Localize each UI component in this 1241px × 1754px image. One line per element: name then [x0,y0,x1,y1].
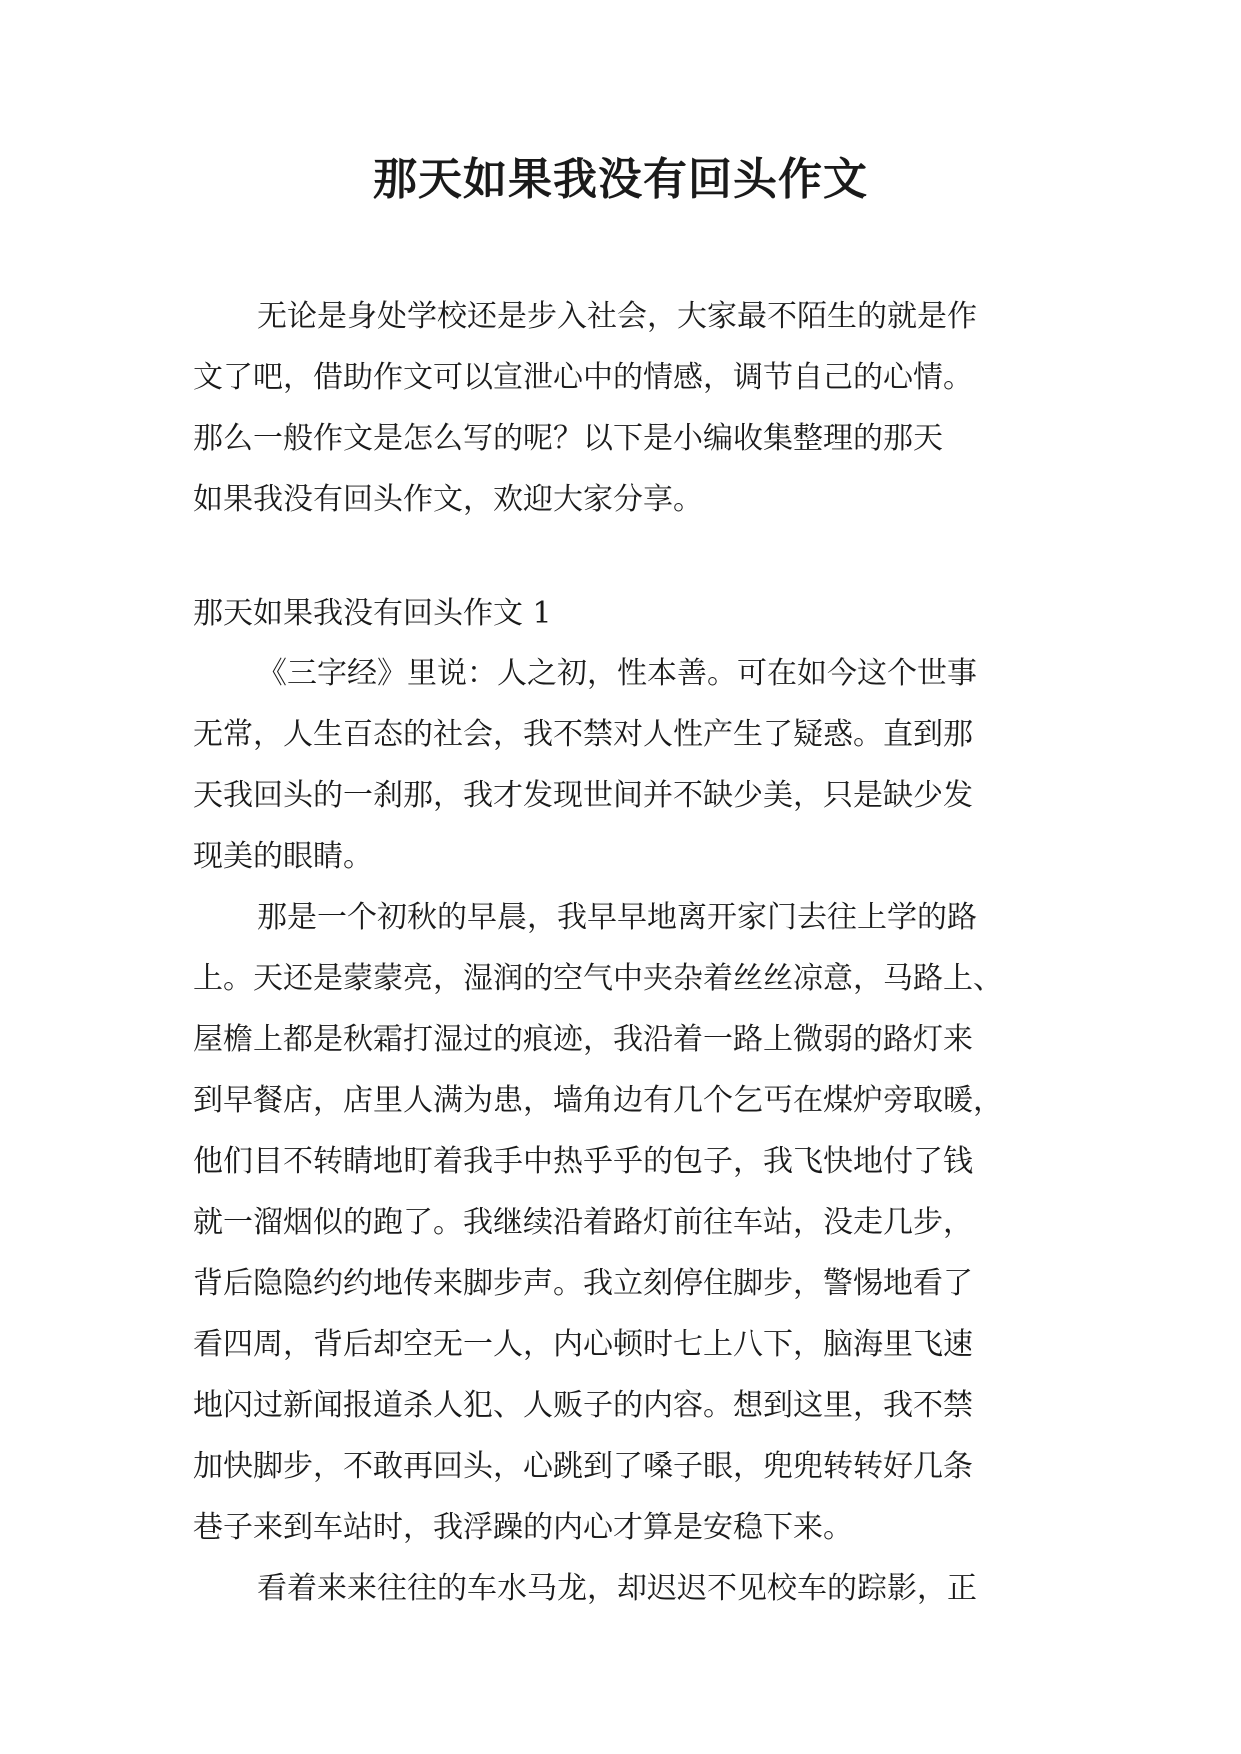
document-title: 那天如果我没有回头作文 [373,154,868,205]
intro-paragraph [193,286,1063,530]
text-line: 《三字经》里说：人之初，性本善。可在如今这个世事 [257,656,977,691]
text-line: 无论是身处学校还是步入社会，大家最不陌生的就是作 [257,299,977,334]
text-line: 上。天还是蒙蒙亮，湿润的空气中夹杂着丝丝凉意，马路上、 [193,961,1003,996]
paragraph-1 [193,643,1063,887]
text-line: 那是一个初秋的早晨，我早早地离开家门去往上学的路 [257,900,977,935]
text-line: 他们目不转睛地盯着我手中热乎乎的包子，我飞快地付了钱 [193,1144,973,1179]
text-line: 巷子来到车站时，我浮躁的内心才算是安稳下来。 [193,1510,853,1545]
section-heading-text: 那天如果我没有回头作文 1 [193,596,552,631]
text-line: 背后隐隐约约地传来脚步声。我立刻停住脚步，警惕地看了 [193,1266,973,1301]
text-line: 无常，人生百态的社会，我不禁对人性产生了疑惑。直到那 [193,717,973,752]
paragraph-3 [193,1558,1063,1619]
text-line: 那么一般作文是怎么写的呢？以下是小编收集整理的那天 [193,421,943,456]
text-line: 天我回头的一刹那，我才发现世间并不缺少美，只是缺少发 [193,778,973,813]
text-line: 看着来来往往的车水马龙，却迟迟不见校车的踪影，正 [257,1571,977,1606]
text-line: 加快脚步，不敢再回头，心跳到了嗓子眼，兜兜转转好几条 [193,1449,973,1484]
text-line: 屋檐上都是秋霜打湿过的痕迹，我沿着一路上微弱的路灯来 [193,1022,973,1057]
text-line: 看四周，背后却空无一人，内心顿时七上八下，脑海里飞速 [193,1327,973,1362]
section-heading [193,583,1063,644]
text-line: 如果我没有回头作文，欢迎大家分享。 [193,482,703,517]
text-line: 文了吧，借助作文可以宣泄心中的情感，调节自己的心情。 [193,360,973,395]
paragraph-2 [193,887,1063,1558]
text-line: 到早餐店，店里人满为患，墙角边有几个乞丐在煤炉旁取暖， [193,1083,1003,1118]
text-line: 地闪过新闻报道杀人犯、人贩子的内容。想到这里，我不禁 [193,1388,973,1423]
text-line: 就一溜烟似的跑了。我继续沿着路灯前往车站，没走几步， [193,1205,973,1240]
text-line: 现美的眼睛。 [193,839,373,874]
